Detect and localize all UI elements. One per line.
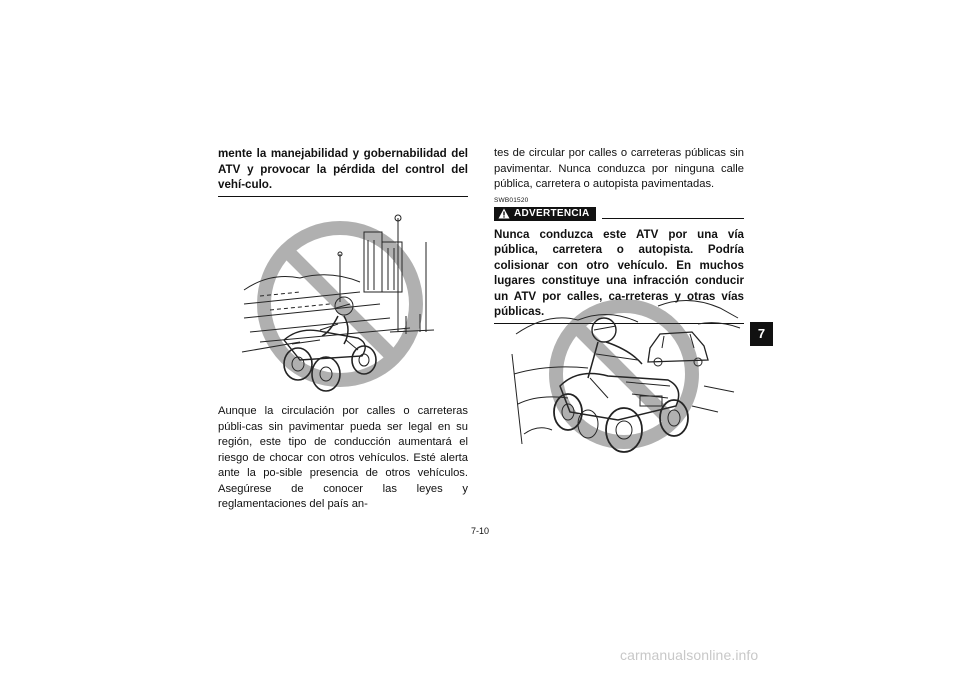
watermark: carmanualsonline.info	[620, 647, 759, 663]
page-number: 7-10	[470, 526, 489, 536]
warning-triangle-icon	[498, 208, 510, 219]
atv-on-public-road-prohibited-illustration	[508, 294, 744, 466]
left-body-block	[218, 404, 468, 513]
left-column	[218, 146, 468, 197]
body-paragraph-continuation: tes de circular por calles o carreteras públicas sin pavimentar. Nunca conduzca por ninguna calle pública, carretera o autopista pavimentadas.	[494, 147, 744, 190]
chapter-tab: 7	[750, 322, 773, 346]
body-paragraph: Aunque la circulación por calles o carreteras públi-cas sin pavimentar pueda ser legal en su región, este tipo de conducción aumentará el riesgo de chocar con otros vehículos. Esté alerta ante la po-sible presencia de otros vehículos. Asegúrese de conocer las leyes y reglamentaciones del país an-	[218, 405, 468, 510]
warning-label: ADVERTENCIA	[514, 207, 590, 219]
warning-header	[494, 207, 744, 225]
warning-continuation-text: mente la manejabilidad y gobernabilidad del ATV y provocar la pérdida del control del vehí-culo.	[218, 147, 468, 191]
atv-on-paved-road-prohibited-illustration	[240, 212, 436, 394]
section-rule	[218, 196, 468, 197]
warning-text: Nunca conduzca este ATV por una vía pública, carretera o autopista. Podría colisionar con otro vehículo. En muchos lugares constituye una infracción conducir un ATV por calles, ca-rreteras y otras vías públicas.	[494, 227, 744, 318]
warning-badge	[494, 207, 596, 221]
warning-rule	[602, 218, 744, 219]
section-code: SWB01520	[494, 196, 529, 204]
